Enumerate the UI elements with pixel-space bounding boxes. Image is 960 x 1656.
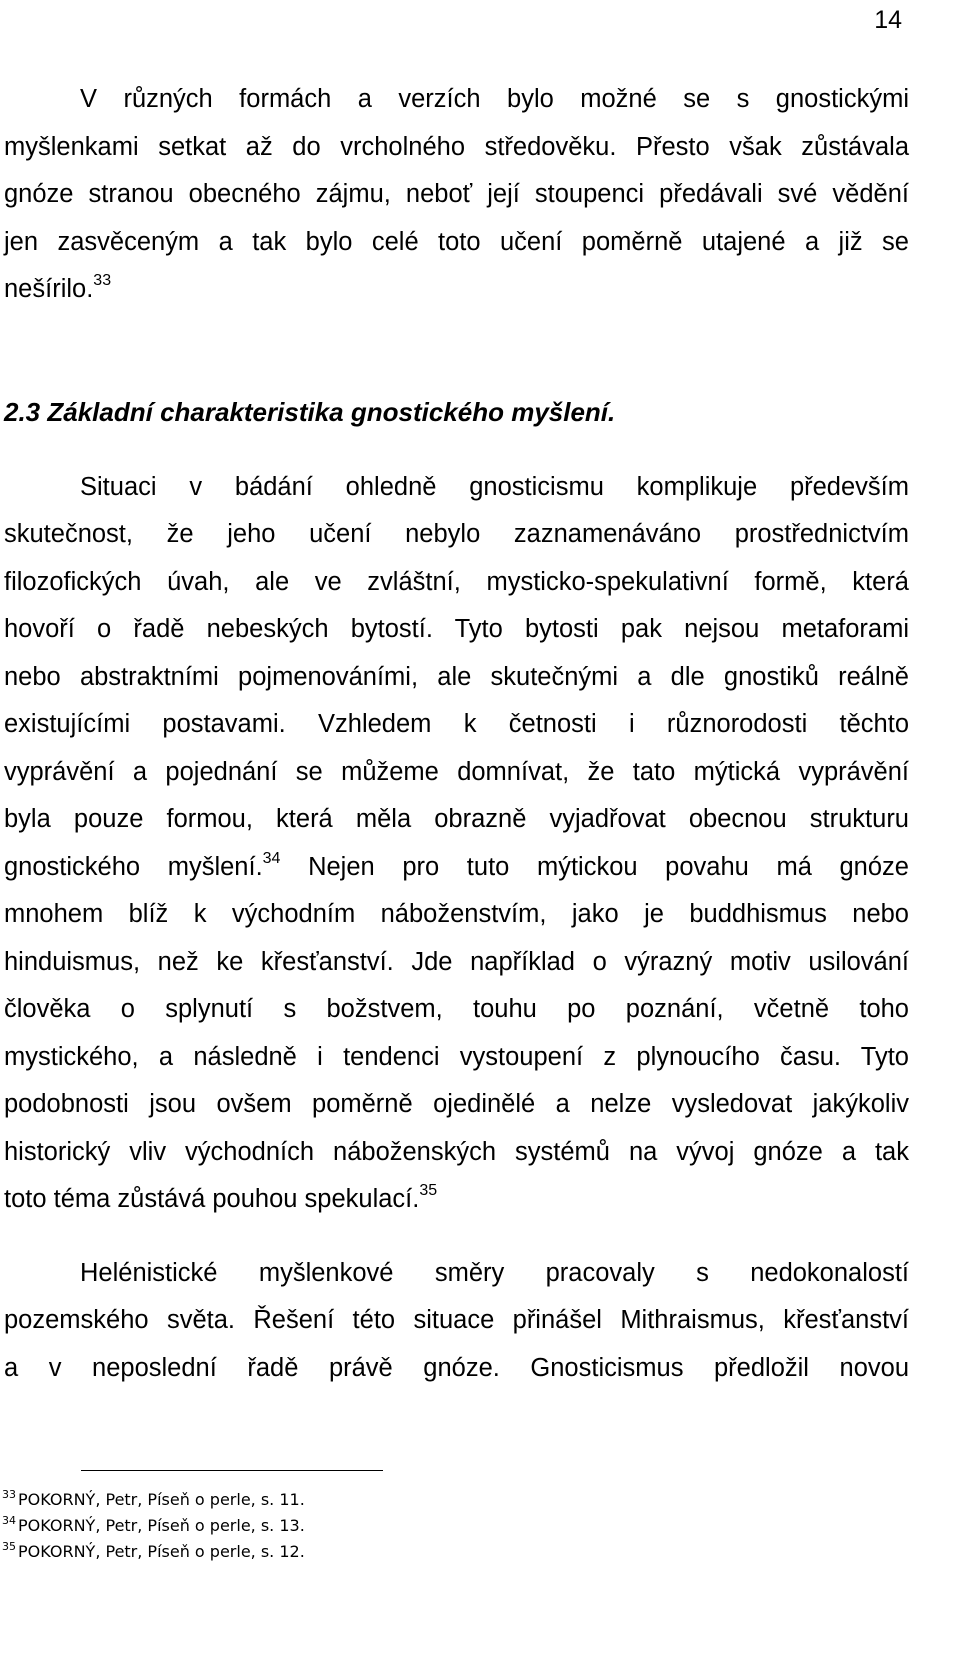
text-fragment: nešírilo. <box>4 275 94 303</box>
footnote-text: POKORNÝ, Petr, Píseň o perle, s. 11. <box>18 1490 305 1509</box>
footnote-separator <box>81 1470 383 1471</box>
footnote-number: 33 <box>2 1488 16 1501</box>
footnote-number: 34 <box>2 1514 16 1527</box>
text-line <box>4 844 909 892</box>
footnote-35 <box>2 1539 305 1565</box>
footnote-text: POKORNÝ, Petr, Píseň o perle, s. 12. <box>18 1542 305 1561</box>
text-line <box>4 1176 909 1224</box>
text-line: Helénistické myšlenkové směry pracovaly s nedokonalostí <box>80 1258 909 1287</box>
text-line <box>4 266 909 314</box>
text-line: nebo abstraktními pojmenováními, ale skutečnými a dle gnostiků reálně <box>4 662 909 691</box>
text-line: mnohem blíž k východním náboženstvím, jako je buddhismus nebo <box>4 900 909 928</box>
text-line: vyprávění a pojednání se můžeme domnívat, že tato mýtická vyprávění <box>4 757 909 786</box>
paragraph-3 <box>4 1250 909 1393</box>
text-fragment: toto téma zůstává pouhou spekulací. <box>4 1185 420 1213</box>
text-line: a v neposlední řadě právě gnóze. Gnosticismus předložil novou <box>4 1353 909 1382</box>
footnote-number: 35 <box>2 1540 16 1553</box>
page-body <box>4 76 909 1392</box>
text-fragment: Nejen pro tuto mýtickou povahu má gnóze <box>308 852 909 881</box>
text-line: existujícími postavami. Vzhledem k četnosti i různorodosti těchto <box>4 710 909 738</box>
text-line: filozofických úvah, ale ve zvláštní, mysticko-spekulativní formě, která <box>4 567 909 596</box>
paragraph-2 <box>4 464 909 1224</box>
text-line: hinduismus, než ke křesťanství. Jde například o výrazný motiv usilování <box>4 947 909 976</box>
text-line: skutečnost, že jeho učení nebylo zaznamenáváno prostřednictvím <box>4 520 909 548</box>
text-fragment: gnostického myšlení. <box>4 852 263 881</box>
text-line: V různých formách a verzích bylo možné se s gnostickými <box>80 85 909 113</box>
paragraph-1 <box>4 76 909 314</box>
footnote-ref-34: 34 <box>262 849 281 867</box>
page-number: 14 <box>874 6 902 34</box>
footnote-text: POKORNÝ, Petr, Píseň o perle, s. 13. <box>18 1516 305 1535</box>
footnote-ref-35: 35 <box>419 1182 438 1199</box>
footnotes <box>2 1487 305 1565</box>
text-line: gnóze stranou obecného zájmu, neboť její stoupenci předávali své vědění <box>4 180 909 208</box>
text-line: Situaci v bádání ohledně gnosticismu komplikuje především <box>80 472 909 501</box>
text-line: mystického, a následně i tendenci vystoupení z plynoucího času. Tyto <box>4 1042 909 1071</box>
text-line: hovoří o řadě nebeských bytostí. Tyto bytosti pak nejsou metaforami <box>4 615 909 643</box>
text-line: podobnosti jsou ovšem poměrně ojedinělé a nelze vysledovat jakýkoliv <box>4 1090 909 1118</box>
text-line: byla pouze formou, která měla obrazně vyjadřovat obecnou strukturu <box>4 805 909 833</box>
section-heading: 2.3 Základní charakteristika gnostického myšlení. <box>4 396 616 427</box>
text-line: pozemského světa. Řešení této situace přinášel Mithraismus, křesťanství <box>4 1306 909 1334</box>
text-line: jen zasvěceným a tak bylo celé toto učení poměrně utajené a již se <box>4 227 909 256</box>
text-line: člověka o splynutí s božstvem, touhu po poznání, včetně toho <box>4 995 909 1023</box>
footnote-34 <box>2 1513 305 1539</box>
footnote-33 <box>2 1487 305 1513</box>
text-line: historický vliv východních náboženských systémů na vývoj gnóze a tak <box>4 1137 909 1166</box>
paragraph-gap <box>4 1224 909 1250</box>
text-line: myšlenkami setkat až do vrcholného středověku. Přesto však zůstávala <box>4 132 909 161</box>
footnote-ref-33: 33 <box>93 272 112 289</box>
